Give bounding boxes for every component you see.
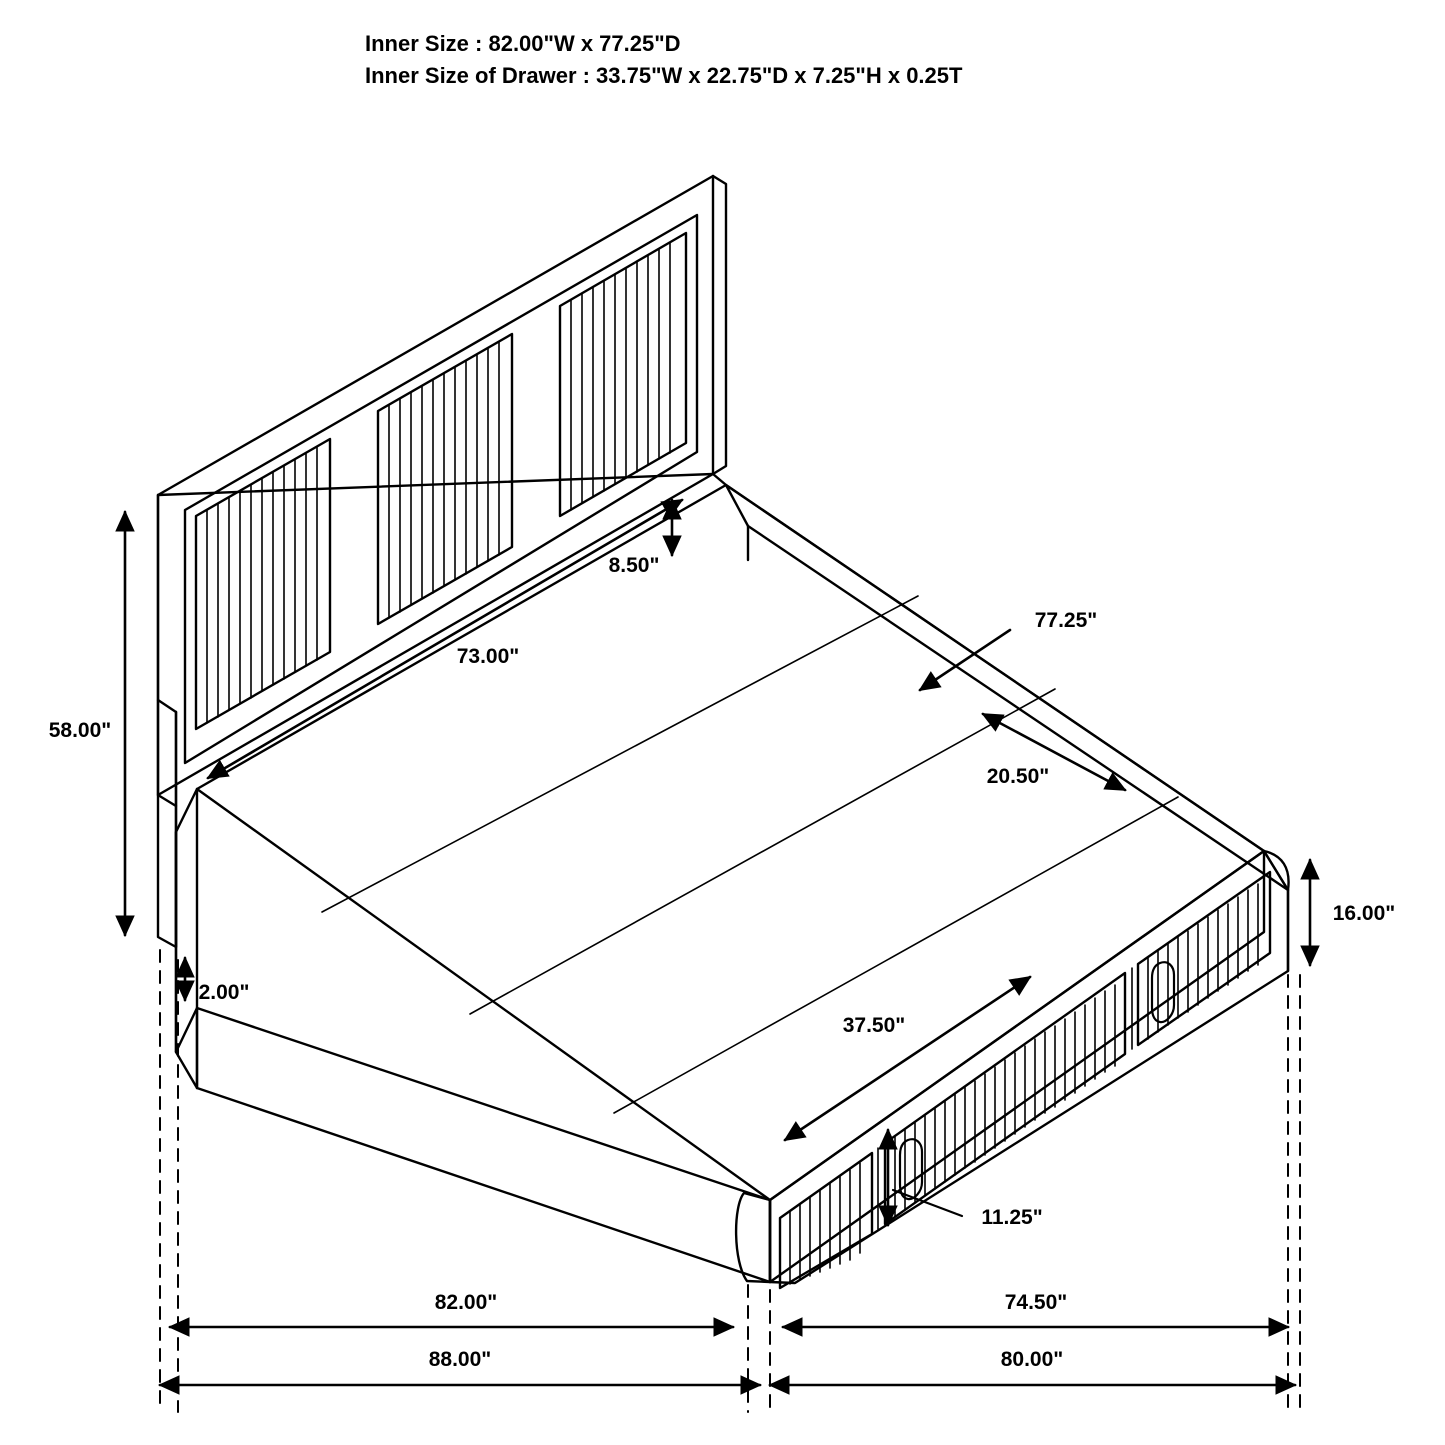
dim-label-88-00: 88.00" [428, 1348, 492, 1371]
inner-size-drawer-line: Inner Size of Drawer : 33.75"W x 22.75"D x 7.25"H x 0.25T [365, 62, 963, 88]
drawer-front-right [1138, 872, 1270, 1045]
dim-label-77-25: 77.25" [1034, 609, 1098, 632]
dim-label-2-00: 2.00" [198, 981, 250, 1004]
dim-label-8-50: 8.50" [608, 554, 660, 577]
left-side-rail [176, 789, 770, 1282]
headboard-fluted-panels [196, 233, 686, 729]
dim-label-73-00: 73.00" [456, 645, 520, 668]
dim-label-11-25: 11.25" [981, 1206, 1043, 1229]
drawer-front-left [878, 968, 1132, 1229]
headboard-legs [158, 495, 176, 947]
dimension-arrows [125, 500, 1310, 1385]
dim-label-74-50: 74.50" [1004, 1291, 1068, 1314]
dim-label-80-00: 80.00" [1000, 1348, 1064, 1371]
mattress-deck [197, 485, 1264, 1200]
dim-label-headboard-height: 58.00" [48, 719, 112, 742]
right-side-rail [713, 474, 1288, 890]
projection-lines [160, 950, 1300, 1412]
dim-label-20-50: 20.50" [986, 765, 1050, 788]
dim-label-16-00: 16.00" [1332, 902, 1396, 925]
inner-size-line: Inner Size : 82.00"W x 77.25"D [365, 31, 681, 56]
dim-label-37-50: 37.50" [842, 1014, 906, 1037]
dim-label-82-00: 82.00" [434, 1291, 498, 1314]
